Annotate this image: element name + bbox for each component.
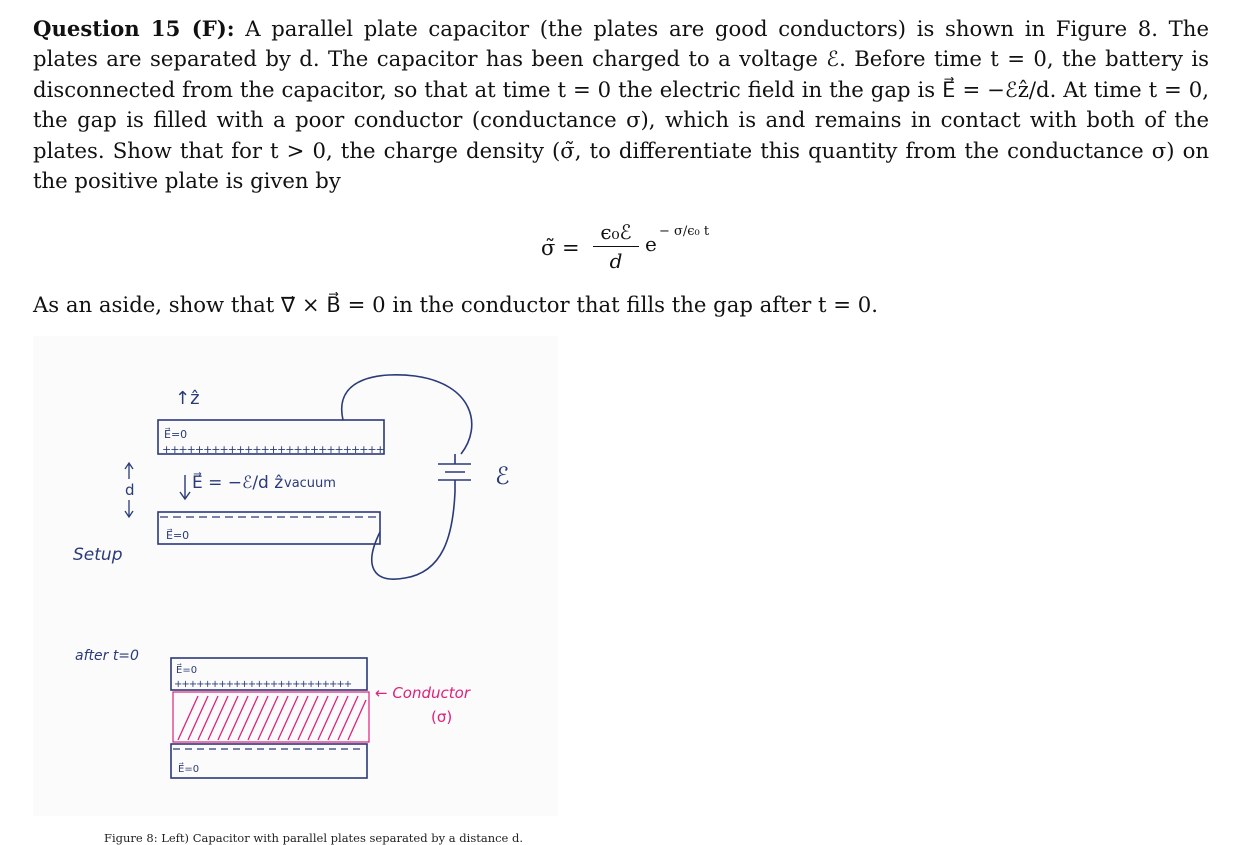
vacuum-label: vacuum xyxy=(284,476,336,491)
charge-density-equation xyxy=(541,218,721,278)
equation-fraction xyxy=(593,220,639,273)
sigma-label: (σ) xyxy=(431,708,453,726)
equation-denominator: d xyxy=(609,249,623,273)
after-plus-charges: ++++++++++++++++++++++++ xyxy=(174,679,352,690)
top-field-label: E⃗=0 xyxy=(164,428,188,441)
question-text: A parallel plate capacitor (the plates are good conductors) is shown in Figure 8. The plates are separated by d. The capacitor has been charged to a voltage ℰ. Before time t = 0, the battery is disconnected from the capacitor, so that at time t = 0 the electric field in the gap is E⃗ = −ℰẑ/d. At time t = 0, the gap is filled with a poor conductor (conductance σ), which is and remains in contact with both of the plates. Show that for t > 0, the charge density (σ̃, to differentiate this quantity from the conductance σ) on the positive plate is given by xyxy=(33,16,1209,194)
d-arrow-down xyxy=(125,500,133,517)
fraction-bar xyxy=(593,246,639,247)
bottom-wire xyxy=(372,492,455,579)
gap-field-label: E⃗ = −ℰ/d ẑ xyxy=(192,473,284,493)
after-label: after t=0 xyxy=(75,648,139,664)
equation-lhs: σ̃ = xyxy=(541,236,580,260)
question-label: Question 15 (F): xyxy=(33,16,235,41)
equation-exponent: − σ/ϵ₀ t xyxy=(659,224,710,239)
conductor-hatching xyxy=(178,696,366,740)
capacitor-sketch xyxy=(33,336,558,816)
equation-numerator: ϵ₀ℰ xyxy=(600,220,632,244)
figure-caption: Figure 8: Left) Capacitor with parallel plates separated by a distance d. xyxy=(104,831,524,845)
plus-charges-top: +++++++++++++++++++++++++++ xyxy=(162,443,384,456)
setup-label: Setup xyxy=(73,545,123,565)
conductor-label: ← Conductor xyxy=(375,684,470,702)
aside-text: As an aside, show that ∇⃗ × B⃗ = 0 in the conductor that fills the gap after t = 0. xyxy=(33,292,878,317)
question-paragraph xyxy=(33,14,1209,196)
bottom-field-label: E⃗=0 xyxy=(166,529,190,542)
z-axis-label: ↑ẑ xyxy=(175,388,200,409)
equation-base: e xyxy=(645,232,657,256)
figure-8 xyxy=(33,336,558,816)
field-arrow xyxy=(180,475,190,499)
after-bottom-field-label: E⃗=0 xyxy=(178,764,200,775)
after-top-field-label: E⃗=0 xyxy=(176,665,198,676)
d-arrow-up xyxy=(125,463,133,479)
d-label: d xyxy=(125,481,135,499)
battery-emf-label: ℰ xyxy=(495,462,510,490)
